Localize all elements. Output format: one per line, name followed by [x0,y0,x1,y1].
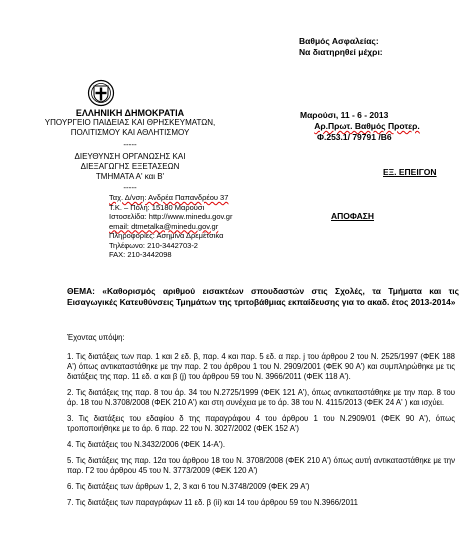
list-item: 6. Τις διατάξεις των άρθρων 1, 2, 3 και 6 του Ν.3748/2009 (ΦΕΚ 29 Α') [67,482,310,491]
contact-info: Πληροφορίες: Ασημίνα Δρεμέτσικα [109,231,224,240]
directorate-line-2: ΔΙΕΞΑΓΩΓΗΣ ΕΞΕΤΑΣΕΩΝ [80,162,180,171]
contact-website[interactable]: Ιστοσελίδα: http://www.minedu.gov.gr [109,212,233,221]
separator-2: ----- [123,183,137,192]
ministry-line-2: ΠΟΛΙΤΙΣΜΟΥ ΚΑΙ ΑΘΛΗΤΙΣΜΟΥ [70,128,190,137]
separator-1: ----- [123,140,137,149]
contact-email[interactable]: email: dtmetalka@minedu.gov.gr [109,221,219,231]
contact-block [109,193,232,260]
protocol-number: Φ.253.1/ 79791 /Β6 [317,132,392,142]
contact-address: Ταχ. Δ/νση: Ανδρέα Παπανδρέου 37 [109,193,229,202]
ministry-line-1: ΥΠΟΥΡΓΕΙΟ ΠΑΙΔΕΙΑΣ ΚΑΙ ΘΡΗΣΚΕΥΜΑΤΩΝ, [44,118,216,127]
priority-line [297,121,437,132]
document-date: Μαρούσι, 11 - 6 - 2013 [300,110,389,120]
list-item: 2. Τις διατάξεις της παρ. 8 του άρ. 34 του Ν.2725/1999 (ΦΕΚ 121 Α'), όπως αντικαταστάθηκε με την παρ. 8 του άρ. 18 του Ν.3708/2008 (ΦΕΚ 210 Α') και στη συνέχεια με το άρ. 38 του Ν. 4115/2013 (ΦΕΚ 24 Α' ) και ισχύει. [67,388,455,407]
directorate-line-1: ΔΙΕΥΘΥΝΣΗ ΟΡΓΑΝΩΣΗΣ ΚΑΙ [74,152,186,161]
contact-phone: Τηλέφωνο: 210-3442703-2 [109,240,198,250]
greek-emblem-icon [87,79,115,107]
list-item: 3. Τις διατάξεις του εδαφίου δ της παραγράφου 4 του άρθρου 1 του Ν.2909/01 (ΦΕΚ 90 Α'), όπως τροποποιήθηκε με το άρ. 6 παρ. 22 του Ν. 3027/2002 (ΦΕΚ 152 Α') [67,414,455,433]
retention-period: Να διατηρηθεί μέχρι: [299,47,383,57]
list-item: 7. Τις διατάξεις των παραγράφων 11 εδ. β (ii) και 14 του άρθρου 59 του Ν.3966/2011 [67,498,359,507]
list-item: 4. Τις διατάξεις του Ν.3432/2006 (ΦΕΚ 14-Α'). [67,440,225,449]
priority-label: Αρ.Πρωτ. Βαθμός Προτερ. [314,121,420,131]
contact-postal: Τ.Κ. – Πόλη: 15180 Μαρούσι [109,202,205,212]
considerations-list [67,352,455,514]
directorate-line-3: ΤΜΗΜΑΤΑ Α' και Β' [95,172,165,181]
contact-fax: FAX: 210-3442098 [109,250,172,259]
list-item: 5. Τις διατάξεις της παρ. 12α του άρθρου 18 του Ν. 3708/2008 (ΦΕΚ 210 Α') όπως αυτή αντικαταστάθηκε με την παρ. Γ2 του άρθρου 45 του Ν. 3773/2009 (ΦΕΚ 120 Α') [67,456,455,475]
decision-label: ΑΠΟΦΑΣΗ [331,211,375,221]
dept-code: ΕΞ. ΕΠΕΙΓΟΝ [383,167,437,177]
list-item: 1. Τις διατάξεις των παρ. 1 και 2 εδ. β, παρ. 4 και παρ. 5 εδ. α περ. j του άρθρου 2 του Ν. 2525/1997 (ΦΕΚ 188 Α') όπως αντικαταστάθηκε με την παρ. 2 του άρθρου 1 του Ν. 2909/2001 (ΦΕΚ 90 Α') και συμπληρώθηκε με τις διατάξεις της παρ. 11 εδ. α και β (j) του άρθρου 59 του Ν. 3966/2011 (ΦΕΚ 118 Α'). [67,352,455,381]
republic-title: ΕΛΛΗΝΙΚΗ ΔΗΜΟΚΡΑΤΙΑ [75,108,185,118]
preamble: Έχοντας υπόψη: [67,333,125,342]
security-level: Βαθμός Ασφαλείας: [299,36,379,46]
subject: ΘΕΜΑ: «Καθορισμός αριθμού εισακτέων σπουδαστών στις Σχολές, τα Τμήματα και τις Εισαγωγικές Κατευθύνσεις Τμημάτων της τριτοβάθμιας εκπαίδευσης για το ακαδ. έτος 2013-2014» [67,286,459,307]
